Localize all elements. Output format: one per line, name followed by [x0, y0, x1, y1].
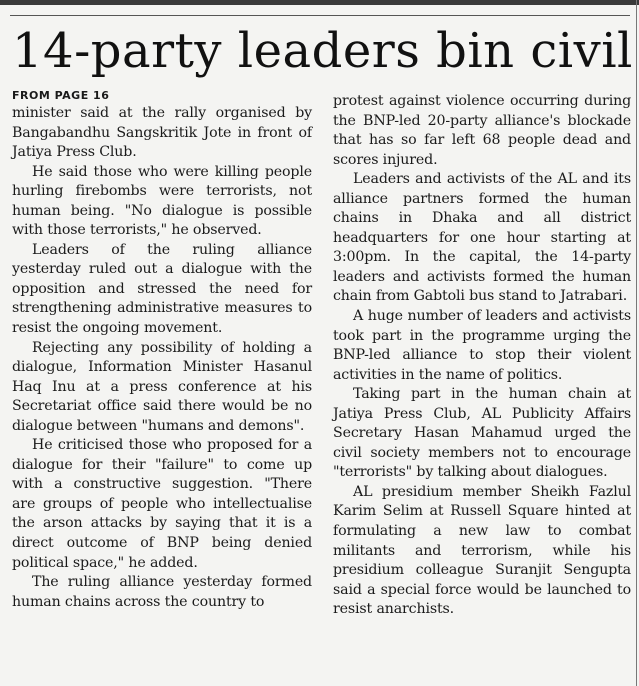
paragraph: Leaders and activists of the AL and its alliance partners formed the human chains in Dhaka and all district headquarters for one hour starting at 3:00pm. In the capital, the 14-party leaders and activists formed the human chain from Gabtoli bus stand to Jatrabari.: [333, 171, 631, 305]
paragraph: A huge number of leaders and activists took part in the programme urging the BNP-led alliance to stop their violent activities in the name of politics.: [333, 308, 631, 383]
paragraph: Taking part in the human chain at Jatiya Press Club, AL Publicity Affairs Secretary Hasan Mahamud urged the civil society members not to encourage "terrorists" by talking about dialogues.: [333, 386, 631, 481]
left-column: [12, 104, 312, 612]
top-rule: [10, 15, 630, 16]
paragraph: He said those who were killing people hurling firebombs were terrorists, not human being. "No dialogue is possible with those terrorists," he observed.: [12, 163, 312, 239]
continuation-kicker: FROM PAGE 16: [12, 89, 110, 102]
headline: 14-party leaders bin civil: [12, 23, 633, 79]
right-column: [333, 92, 631, 620]
right-edge-rule: [636, 0, 637, 686]
paragraph: Rejecting any possibility of holding a dialogue, Information Minister Hasanul Haq Inu at a press conference at his Secretariat office said there would be no dialogue between "humans and demons".: [12, 339, 312, 434]
paragraph: He criticised those who proposed for a dialogue for their "failure" to come up with a constructive suggestion. "There are groups of people who intellectualise the arson attacks by saying that it is a direct outcome of BNP being denied political space," he added.: [12, 437, 312, 571]
paragraph: protest against violence occurring during the BNP-led 20-party alliance's blockade that has so far left 68 people dead and scores injured.: [333, 93, 631, 168]
top-strip: [0, 0, 639, 5]
paragraph: minister said at the rally organised by Bangabandhu Sangskritik Jote in front of Jatiya Press Club.: [12, 105, 312, 161]
paragraph: The ruling alliance yesterday formed human chains across the country to: [12, 574, 312, 610]
paragraph: AL presidium member Sheikh Fazlul Karim Selim at Russell Square hinted at formulating a new law to combat militants and terrorism, while his presidium colleague Suranjit Sengupta said a special force would be launched to resist anarchists.: [333, 483, 631, 618]
paragraph: Leaders of the ruling alliance yesterday ruled out a dialogue with the opposition and stressed the need for strengthening administrative measures to resist the ongoing movement.: [12, 241, 312, 337]
